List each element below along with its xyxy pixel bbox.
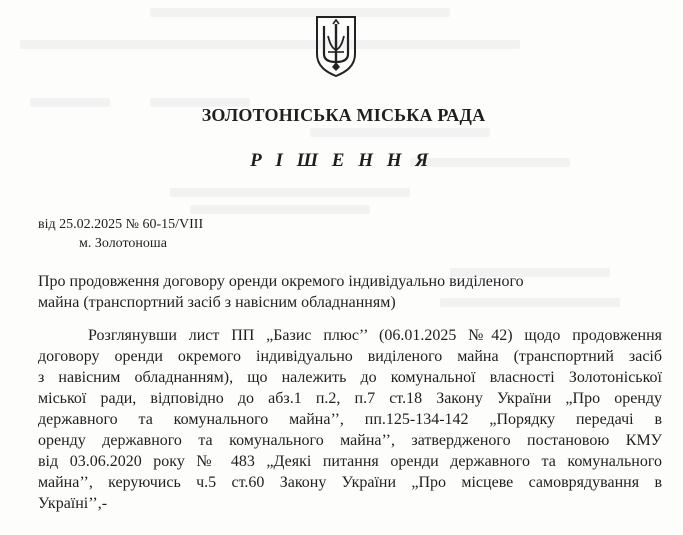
decision-subject	[38, 271, 638, 313]
body-line: Розглянувши лист ПП „Базис плюс’’ (06.01.2025 №42) щодо продовження	[88, 327, 662, 344]
decision-title: Р І Ш Е Н Н Я	[250, 150, 433, 171]
body-line: з навісним обладнанням), що належить до комунальної власності Золотоніської	[38, 369, 662, 386]
council-name: ЗОЛОТОНІСЬКА МІСЬКА РАДА	[201, 105, 486, 125]
decision-body-paragraph	[38, 325, 662, 514]
body-line: оренду державного та комунального майна’’, затвердженого постановою КМУ	[38, 432, 662, 449]
body-line: державного та комунального майна’’, пп.125-134-142 „Порядку передачі в	[38, 411, 662, 428]
body-line: договору оренди окремого індивідуально виділеного майна (транспортний засіб	[38, 348, 662, 365]
body-line: майна’’, керуючись ч.5 ст.60 Закону України „Про місцеве самоврядування в	[38, 474, 662, 491]
body-line: міської ради, відповідно до абз.1 п.2, п.7 ст.18 Закону України „Про оренду	[38, 390, 662, 407]
subject-line: Про продовження договору оренди окремого індивідуально виділеного	[38, 273, 524, 290]
decision-date-number: від 25.02.2025 № 60-15/VIII	[38, 217, 204, 232]
city-name: м. Золотоноша	[79, 236, 167, 251]
body-line: від 03.06.2020 року № 483 „Деякі питання оренди державного та комунального	[38, 453, 662, 470]
body-line: Україні’’,-	[38, 495, 108, 512]
coat-of-arms-trident-icon	[314, 14, 358, 78]
subject-line: майна (транспортний засіб з навісним обладнанням)	[38, 294, 396, 311]
